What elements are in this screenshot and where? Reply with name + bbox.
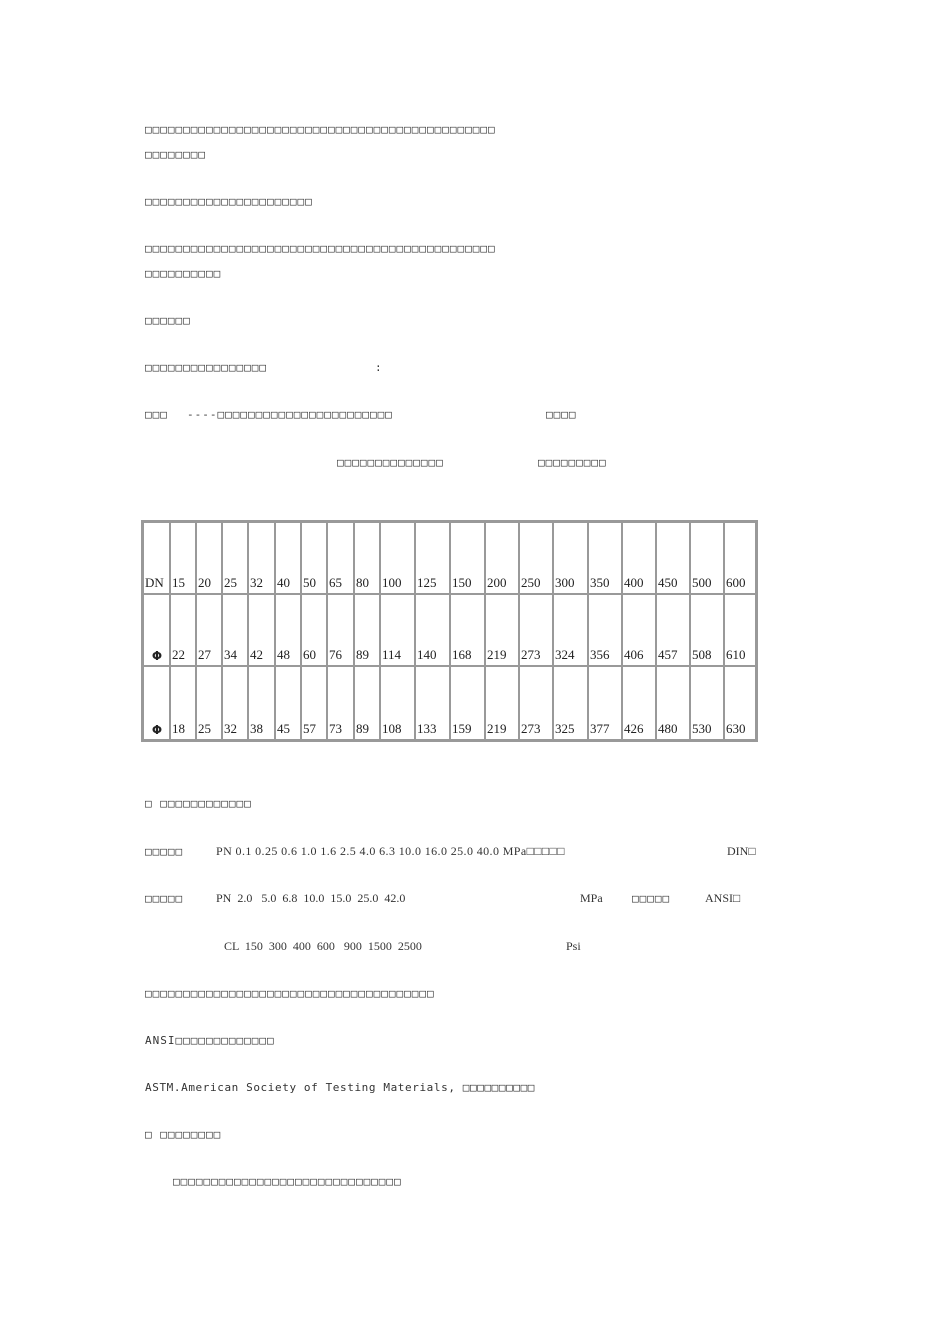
table-cell: 457 [656,594,690,666]
section-2-heading: □ □□□□□□□□□□□□ [145,797,252,810]
table-cell: 80 [354,522,380,594]
paragraph-6-right: □□□□ [546,408,577,421]
table-cell: 508 [690,594,724,666]
note-3: ASTM.American Society of Testing Materials, □□□□□□□□□□ [145,1081,536,1094]
paragraph-2: □□□□□□□□□□□□□□□□□□□□□□ [145,195,313,208]
table-row-header: Φ [143,594,170,666]
table-cell: 34 [222,594,248,666]
table-cell: 27 [196,594,222,666]
table-cell: 32 [222,666,248,740]
table-cell: 133 [415,666,450,740]
table-cell: 530 [690,666,724,740]
table-cell: 100 [380,522,415,594]
table-cell: 40 [275,522,301,594]
table-cell: 168 [450,594,485,666]
table-cell: 377 [588,666,622,740]
table-cell: 325 [553,666,588,740]
cl-values: CL 150 300 400 600 900 1500 2500 [224,939,422,953]
table-cell: 42 [248,594,275,666]
table-cell: 22 [170,594,196,666]
table-cell: 150 [450,522,485,594]
table-row [143,666,756,740]
note-2: ANSI□□□□□□□□□□□□□ [145,1034,275,1047]
table-cell: 426 [622,666,656,740]
table-cell: 400 [622,522,656,594]
table-cell: 273 [519,594,553,666]
table-cell: 114 [380,594,415,666]
paragraph-5-colon: : [375,361,383,374]
pn-ansi-label: □□□□□ [145,892,184,905]
pipe-size-table [141,520,758,742]
table-cell: 108 [380,666,415,740]
table-cell: 300 [553,522,588,594]
table-cell: 219 [485,594,519,666]
table-cell: 60 [301,594,327,666]
paragraph-7-left: □□□□□□□□□□□□□□ [337,456,444,469]
table-row [143,522,756,594]
table-cell: 600 [724,522,756,594]
paragraph-6-prefix: □□□ [145,408,168,421]
table-cell: 324 [553,594,588,666]
paragraph-5: □□□□□□□□□□□□□□□□ [145,361,267,374]
table-cell: 219 [485,666,519,740]
table-cell: 356 [588,594,622,666]
paragraph-3-line-1: □□□□□□□□□□□□□□□□□□□□□□□□□□□□□□□□□□□□□□□□□□□□□□ [145,242,496,255]
table-cell: 140 [415,594,450,666]
paragraph-1-line-2: □□□□□□□□ [145,148,206,161]
table-cell: 57 [301,666,327,740]
table-cell: 273 [519,666,553,740]
pn-din-label: □□□□□ [145,845,184,858]
paragraph-1-line-1: □□□□□□□□□□□□□□□□□□□□□□□□□□□□□□□□□□□□□□□□□□□□□□ [145,123,496,136]
paragraph-7-right: □□□□□□□□□ [538,456,607,469]
paragraph-4: □□□□□□ [145,314,191,327]
table-row-header: DN [143,522,170,594]
table-cell: 20 [196,522,222,594]
table-cell: 73 [327,666,354,740]
table-cell: 45 [275,666,301,740]
table-cell: 48 [275,594,301,666]
table-cell: 50 [301,522,327,594]
table-cell: 15 [170,522,196,594]
table-cell: 630 [724,666,756,740]
paragraph-3-line-2: □□□□□□□□□□ [145,267,222,280]
table-cell: 350 [588,522,622,594]
table-cell: 200 [485,522,519,594]
cl-unit: Psi [566,939,581,953]
table-cell: 610 [724,594,756,666]
pn-ansi-values: PN 2.0 5.0 6.8 10.0 15.0 25.0 42.0 [216,891,406,905]
table-cell: 18 [170,666,196,740]
pn-din-standard: DIN□ [727,844,756,858]
table-cell: 480 [656,666,690,740]
table-row [143,594,756,666]
table-cell: 406 [622,594,656,666]
table-cell: 25 [196,666,222,740]
table-cell: 25 [222,522,248,594]
pn-din-values: PN 0.1 0.25 0.6 1.0 1.6 2.5 4.0 6.3 10.0 16.0 25.0 40.0 MPa□□□□□ [216,844,565,858]
table-row-header: Φ [143,666,170,740]
table-cell: 65 [327,522,354,594]
note-1: □□□□□□□□□□□□□□□□□□□□□□□□□□□□□□□□□□□□□□ [145,987,435,1000]
section-3-heading: □ □□□□□□□□ [145,1128,222,1141]
table-cell: 76 [327,594,354,666]
paragraph-6-dash-text: ----□□□□□□□□□□□□□□□□□□□□□□□ [187,408,393,421]
table-cell: 38 [248,666,275,740]
table-cell: 500 [690,522,724,594]
pn-ansi-unit: MPa [580,891,603,905]
table-cell: 32 [248,522,275,594]
table-cell: 159 [450,666,485,740]
pipe-size-table-body [143,522,756,740]
table-cell: 89 [354,666,380,740]
table-cell: 250 [519,522,553,594]
table-cell: 450 [656,522,690,594]
table-cell: 89 [354,594,380,666]
pn-ansi-mid: □□□□□ [632,892,671,905]
pn-ansi-standard: ANSI□ [705,891,741,905]
section-3-text: □□□□□□□□□□□□□□□□□□□□□□□□□□□□□□ [173,1175,402,1188]
table-cell: 125 [415,522,450,594]
